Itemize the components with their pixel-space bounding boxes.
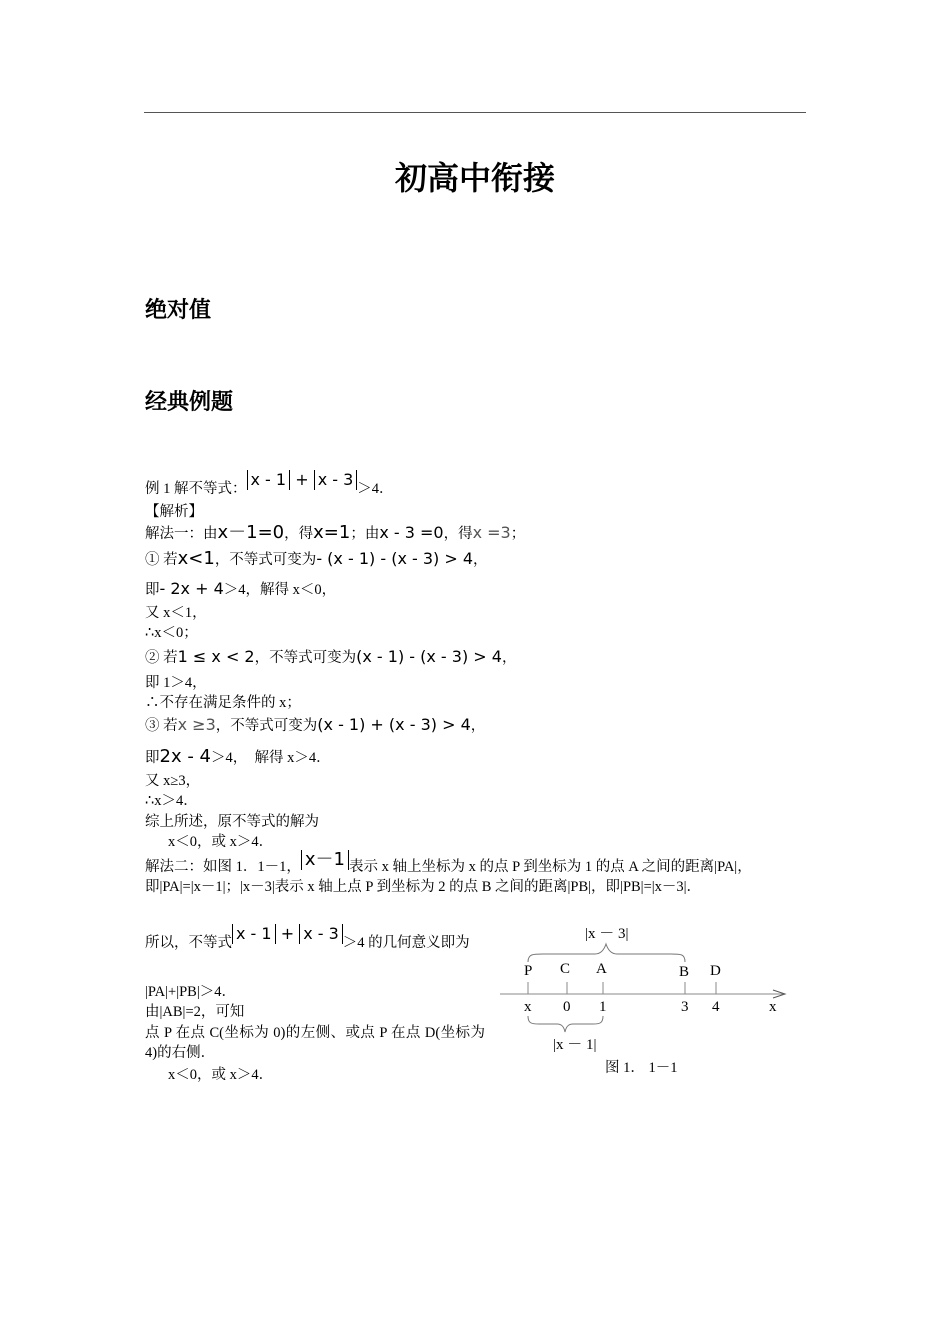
subsection-heading: 经典例题 [145, 390, 234, 415]
point-label-b: B [679, 964, 690, 980]
geometric-line4: 点 P 在点 C(坐标为 0)的左侧、或点 P 在点 D(坐标为 4)的右侧． [145, 1025, 485, 1061]
point-label-a: A [596, 961, 607, 977]
axis-label: x [769, 999, 777, 1015]
number-line-figure [495, 918, 795, 1108]
bottom-brace [528, 1016, 603, 1032]
figure-caption: 图 1． 1－1 [605, 1060, 678, 1076]
summary-solution: x＜0，或 x＞4． [168, 834, 274, 850]
case2-line: ② 若1 ≤ x < 2，不等式可变为(x - 1) - (x - 3) > 4， [145, 647, 517, 666]
case2-line2: 即 1＞4， [145, 675, 207, 691]
method1-line: 解法一：由x－1=0，得x=1；由x - 3 =0，得x =3； [145, 522, 526, 543]
case1-line4: ∴x＜0； [145, 625, 198, 641]
header-rule [144, 112, 806, 113]
geometric-paragraph: 所以，不等式 x - 1 + x - 3 ＞4 的几何意义即为 [145, 924, 470, 951]
tick-label-1: 1 [599, 999, 607, 1015]
example-line: 例 1 解不等式： x - 1 + x - 3 ＞4． [145, 470, 394, 497]
tick-label-x: x [524, 999, 532, 1015]
case3-line3: 又 x≥3， [145, 773, 201, 789]
case2-line3: ∴不存在满足条件的 x； [145, 695, 301, 711]
method2-paragraph: 解法二：如图 1．1－1， x－1 表示 x 轴上坐标为 x 的点 P 到坐标为 1 的点 A 之间的距离|PA|，即|PA|=|x－1|；|x－3|表示 x 轴上点 P 到坐标为 2 的点 B 之间的距离|PB|，即|PB|=|x－3|． [145, 849, 752, 895]
bottom-brace-label: |x － 1| [553, 1037, 597, 1053]
analysis-label: 【解析】 [145, 504, 203, 520]
case3-line2: 即2x - 4＞4， 解得 x＞4． [145, 746, 331, 767]
point-label-c: C [560, 961, 571, 977]
case3-line: ③ 若x ≥3，不等式可变为(x - 1) + (x - 3) > 4， [145, 715, 486, 734]
case1-line2: 即- 2x + 4＞4，解得 x＜0， [145, 579, 337, 598]
top-brace [528, 944, 685, 962]
geometric-line3: 由|AB|=2，可知 [145, 1004, 245, 1020]
top-brace-label: |x － 3| [585, 926, 629, 942]
case1-line3: 又 x＜1， [145, 605, 207, 621]
geometric-solution: x＜0，或 x＞4． [168, 1067, 274, 1083]
point-label-d: D [710, 963, 721, 979]
tick-label-3: 3 [681, 999, 689, 1015]
tick-label-0: 0 [563, 999, 571, 1015]
case1-line: ① 若x<1，不等式可变为- (x - 1) - (x - 3) > 4， [145, 548, 488, 569]
geometric-line2: |PA|+|PB|＞4． [145, 984, 236, 1000]
point-label-p: P [524, 963, 533, 979]
summary-line: 综上所述，原不等式的解为 [145, 814, 319, 830]
tick-label-4: 4 [712, 999, 720, 1015]
section-heading: 绝对值 [145, 298, 212, 323]
case3-line4: ∴x＞4． [145, 793, 198, 809]
page-title: 初高中衔接 [394, 159, 555, 197]
